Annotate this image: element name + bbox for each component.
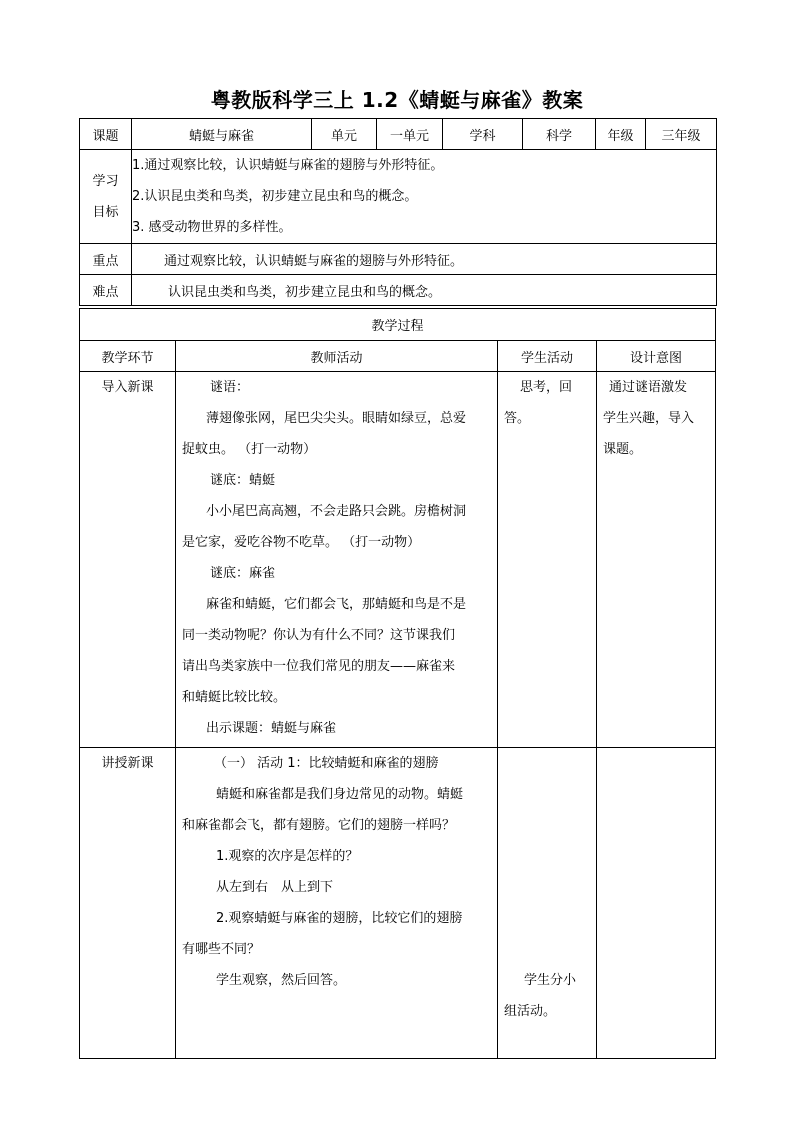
goals-label-line: 学习 xyxy=(92,173,119,189)
student-line: 组活动。 xyxy=(504,1004,557,1019)
goal-item: 1.通过观察比较，认识蜻蜓与麻雀的翅膀与外形特征。 xyxy=(132,158,444,173)
design-intent-cell xyxy=(597,372,716,748)
column-intent: 设计意图 xyxy=(597,341,716,372)
grade-value: 三年级 xyxy=(646,119,717,150)
intent-line: 学生兴趣，导入 xyxy=(603,411,695,426)
goals-label-line: 目标 xyxy=(92,204,119,220)
difficulty-label: 难点 xyxy=(80,275,132,306)
key-point-text: 通过观察比较，认识蜻蜓与麻雀的翅膀与外形特征。 xyxy=(132,244,717,275)
topic-label: 课题 xyxy=(80,119,132,150)
goal-item: 2.认识昆虫类和鸟类，初步建立昆虫和鸟的概念。 xyxy=(132,189,418,204)
subject-label: 学科 xyxy=(443,119,523,150)
key-point-label: 重点 xyxy=(80,244,132,275)
teacher-line: 谜语： xyxy=(210,380,250,395)
stage-cell xyxy=(80,748,176,1059)
teacher-line: 出示课题：蜻蜓与麻雀 xyxy=(206,721,337,736)
page-title: 粤教版科学三上 1.2《蜻蜓与麻雀》教案 xyxy=(210,88,584,112)
info-row-basic xyxy=(80,119,717,150)
teacher-line: 学生观察，然后回答。 xyxy=(216,973,347,988)
teacher-line: 蜻蜓和麻雀都是我们身边常见的动物。蜻蜓 xyxy=(216,787,464,802)
teacher-line: 有哪些不同？ xyxy=(182,942,261,957)
goal-item: 3. 感受动物世界的多样性。 xyxy=(132,220,292,235)
stage-label: 导入新课 xyxy=(101,380,154,395)
grade-label: 年级 xyxy=(596,119,646,150)
teacher-line: 谜底：蜻蜓 xyxy=(210,473,276,488)
teacher-line: 是它家，爱吃谷物不吃草。 （打一动物） xyxy=(182,535,421,550)
teaching-process-table xyxy=(79,308,716,1059)
lesson-info-table xyxy=(79,118,717,306)
difficulty-text: 认识昆虫类和鸟类，初步建立昆虫和鸟的概念。 xyxy=(132,275,717,306)
stage-cell xyxy=(80,372,176,748)
teacher-line: 1.观察的次序是怎样的？ xyxy=(216,849,359,864)
process-header: 教学过程 xyxy=(80,309,716,341)
stage-label: 讲授新课 xyxy=(101,756,154,771)
teacher-line: 请出鸟类家族中一位我们常见的朋友——麻雀来 xyxy=(182,659,456,674)
intent-line: 课题。 xyxy=(603,442,643,457)
student-line: 学生分小 xyxy=(524,973,577,988)
table-row xyxy=(80,748,716,1059)
teacher-line: 同一类动物呢？你认为有什么不同？这节课我们 xyxy=(182,628,456,643)
teacher-line: 和蜻蜓比较比较。 xyxy=(182,690,287,705)
teacher-line: （一） 活动 1：比较蜻蜓和麻雀的翅膀 xyxy=(214,756,439,771)
table-row xyxy=(80,372,716,748)
student-line: 答。 xyxy=(504,411,531,426)
difficulty-row xyxy=(80,275,717,306)
goals-row xyxy=(80,150,717,244)
teacher-line: 薄翅像张网，尾巴尖尖头。眼睛如绿豆，总爱 xyxy=(206,411,467,426)
student-line: 思考，回 xyxy=(520,380,573,395)
teacher-activity-cell xyxy=(176,748,498,1059)
student-activity-cell xyxy=(498,748,597,1059)
subject-value: 科学 xyxy=(523,119,596,150)
teacher-line: 谜底：麻雀 xyxy=(210,566,276,581)
teacher-line: 麻雀和蜻蜓，它们都会飞，那蜻蜓和鸟是不是 xyxy=(206,597,467,612)
column-teacher: 教师活动 xyxy=(176,341,498,372)
teacher-line: 小小尾巴高高翘，不会走路只会跳。房檐树洞 xyxy=(206,504,467,519)
teacher-line: 捉蚊虫。 （打一动物） xyxy=(182,442,317,457)
process-header-row xyxy=(80,309,716,341)
intent-line: 通过谜语激发 xyxy=(609,380,688,395)
key-point-row xyxy=(80,244,717,275)
column-student: 学生活动 xyxy=(498,341,597,372)
design-intent-cell xyxy=(597,748,716,1059)
teacher-line: 从左到右 从上到下 xyxy=(216,880,334,895)
process-columns-row xyxy=(80,341,716,372)
unit-value: 一单元 xyxy=(377,119,443,150)
teacher-line: 和麻雀都会飞，都有翅膀。它们的翅膀一样吗？ xyxy=(182,818,456,833)
teacher-activity-cell xyxy=(176,372,498,748)
topic-value: 蜻蜓与麻雀 xyxy=(132,119,312,150)
goals-content xyxy=(132,150,717,244)
column-stage: 教学环节 xyxy=(80,341,176,372)
student-activity-cell xyxy=(498,372,597,748)
unit-label: 单元 xyxy=(312,119,377,150)
teacher-line: 2.观察蜻蜓与麻雀的翅膀，比较它们的翅膀 xyxy=(216,911,463,926)
